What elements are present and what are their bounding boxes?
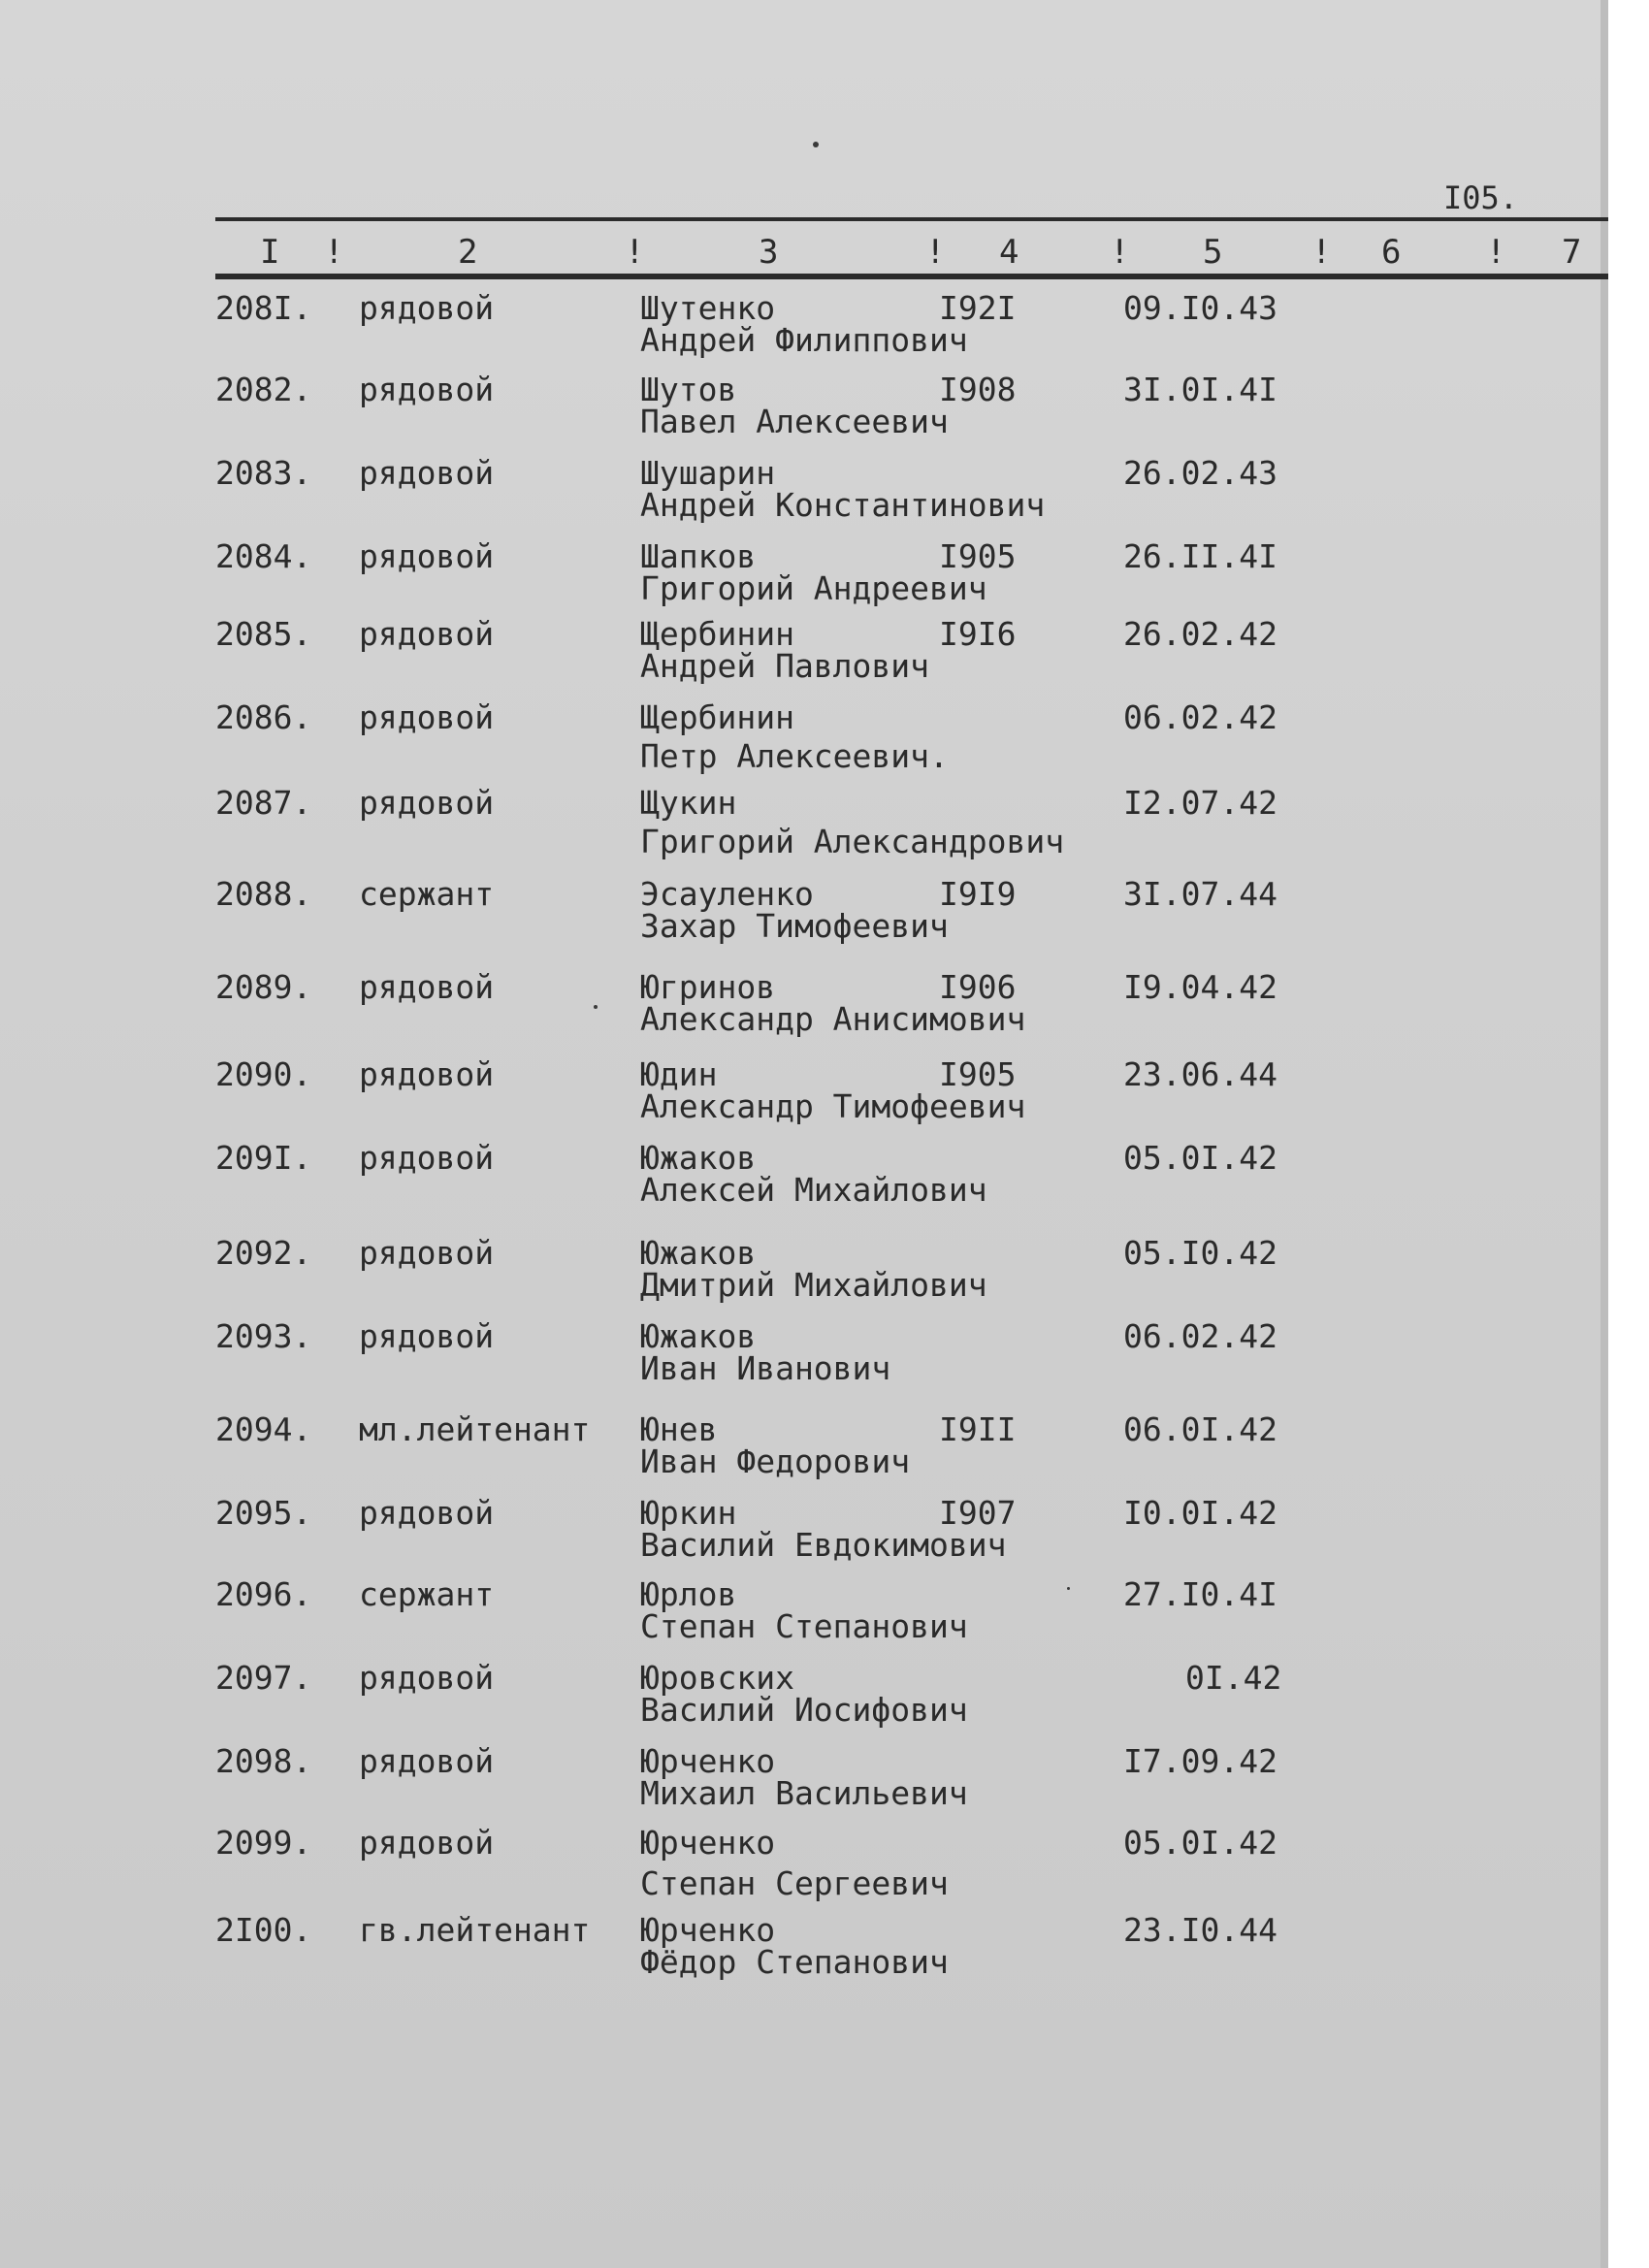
surname: Щербинин (640, 615, 794, 653)
roster-row (0, 698, 1608, 775)
row-number: 2099. (215, 1824, 312, 1862)
given-names: Степан Степанович (640, 1607, 968, 1645)
roster-row (0, 539, 1608, 611)
roster-row (0, 373, 1608, 444)
date: 06.02.42 (1123, 698, 1277, 736)
roster-row (0, 291, 1608, 363)
rank: рядовой (359, 1234, 495, 1272)
roster-row (0, 1319, 1608, 1391)
rank: рядовой (359, 1659, 495, 1697)
given-names: Алексей Михайлович (640, 1171, 987, 1209)
given-names: Александр Анисимович (640, 1000, 1026, 1038)
date: I0.0I.42 (1123, 1494, 1277, 1532)
surname: Юрлов (640, 1575, 737, 1613)
row-number: 2094. (215, 1410, 312, 1448)
roster-row (0, 456, 1608, 528)
rank: рядовой (359, 1055, 495, 1093)
given-names: Захар Тимофеевич (640, 907, 949, 945)
birth-year: I9II (939, 1410, 1017, 1448)
rank: сержант (359, 875, 495, 913)
row-number: 2084. (215, 537, 312, 575)
surname: Юрченко (640, 1742, 776, 1780)
surname: Южаков (640, 1317, 757, 1355)
roster-row (0, 1744, 1608, 1816)
birth-year: I905 (939, 1055, 1017, 1093)
surname: Эсауленко (640, 875, 814, 913)
date: 05.I0.42 (1123, 1234, 1277, 1272)
surname: Шапков (640, 537, 757, 575)
surname: Шутов (640, 371, 737, 408)
surname: Шушарин (640, 454, 776, 492)
given-names: Григорий Александрович (640, 823, 1065, 860)
given-names: Фёдор Степанович (640, 1943, 949, 1981)
surname: Юнев (640, 1410, 718, 1448)
given-names: Александр Тимофеевич (640, 1087, 1026, 1125)
surname: Южаков (640, 1139, 757, 1177)
rank: рядовой (359, 784, 495, 822)
surname: Юркин (640, 1494, 737, 1532)
row-number: 2089. (215, 968, 312, 1006)
rank: гв.лейтенант (359, 1911, 591, 1949)
surname: Югринов (640, 968, 776, 1006)
date: 05.0I.42 (1123, 1824, 1277, 1862)
roster-row (0, 970, 1608, 1042)
column-separator: ! (1486, 233, 1506, 272)
rank: рядовой (359, 289, 495, 327)
date: 27.I0.4I (1123, 1575, 1277, 1613)
roster-row (0, 1824, 1608, 1902)
date: 0I.42 (1185, 1659, 1282, 1697)
rank: рядовой (359, 1317, 495, 1355)
roster-row (0, 877, 1608, 949)
page-number: I05. (1443, 179, 1519, 216)
date: 06.0I.42 (1123, 1410, 1277, 1448)
row-number: 2083. (215, 454, 312, 492)
row-number: 2098. (215, 1742, 312, 1780)
roster-row (0, 1141, 1608, 1213)
roster-row (0, 786, 1608, 858)
given-names: Дмитрий Михайлович (640, 1266, 987, 1304)
rank: рядовой (359, 1139, 495, 1177)
row-number: 2088. (215, 875, 312, 913)
surname: Юрченко (640, 1911, 776, 1949)
row-number: 2097. (215, 1659, 312, 1697)
given-names: Степан Сергеевич (640, 1864, 949, 1902)
rank: рядовой (359, 454, 495, 492)
column-separator: ! (925, 233, 946, 272)
row-number: 2093. (215, 1317, 312, 1355)
date: 3I.07.44 (1123, 875, 1277, 913)
surname: Южаков (640, 1234, 757, 1272)
roster-row (0, 1412, 1608, 1484)
rank: мл.лейтенант (359, 1410, 591, 1448)
roster-row (0, 1661, 1608, 1733)
given-names: Иван Иванович (640, 1349, 891, 1387)
given-names: Михаил Васильевич (640, 1774, 968, 1812)
birth-year: I906 (939, 968, 1017, 1006)
surname: Юровских (640, 1659, 794, 1697)
birth-year: I9I6 (939, 615, 1017, 653)
rank: рядовой (359, 968, 495, 1006)
date: 23.06.44 (1123, 1055, 1277, 1093)
given-names: Василий Евдокимович (640, 1526, 1007, 1564)
rank: рядовой (359, 1742, 495, 1780)
column-separator: ! (1110, 233, 1130, 272)
date: I2.07.42 (1123, 784, 1277, 822)
birth-year: I9I9 (939, 875, 1017, 913)
given-names: Андрей Филиппович (640, 321, 968, 359)
row-number: 209I. (215, 1139, 312, 1177)
rank: сержант (359, 1575, 495, 1613)
given-names: Василий Иосифович (640, 1691, 968, 1729)
row-number: 2096. (215, 1575, 312, 1613)
date: I9.04.42 (1123, 968, 1277, 1006)
date: I7.09.42 (1123, 1742, 1277, 1780)
column-header-6: 6 (1381, 233, 1402, 272)
roster-row (0, 1913, 1608, 1985)
given-names: Петр Алексеевич. (640, 737, 949, 775)
date: 26.02.43 (1123, 454, 1277, 492)
roster-row (0, 1577, 1608, 1649)
row-number: 2092. (215, 1234, 312, 1272)
roster-row (0, 1057, 1608, 1129)
row-number: 208I. (215, 289, 312, 327)
column-separator: ! (625, 233, 645, 272)
date: 05.0I.42 (1123, 1139, 1277, 1177)
date: 09.I0.43 (1123, 289, 1277, 327)
birth-year: I905 (939, 537, 1017, 575)
rank: рядовой (359, 1494, 495, 1532)
given-names: Иван Федорович (640, 1442, 911, 1480)
rank: рядовой (359, 371, 495, 408)
date: 23.I0.44 (1123, 1911, 1277, 1949)
column-header-1: I (260, 233, 280, 272)
column-header-7: 7 (1562, 233, 1582, 272)
row-number: 2086. (215, 698, 312, 736)
birth-year: I907 (939, 1494, 1017, 1532)
column-separator: ! (324, 233, 344, 272)
date: 26.02.42 (1123, 615, 1277, 653)
roster-row (0, 1236, 1608, 1308)
surname: Щербинин (640, 698, 794, 736)
given-names: Андрей Константинович (640, 486, 1046, 524)
date: 06.02.42 (1123, 1317, 1277, 1355)
surname: Шутенко (640, 289, 776, 327)
given-names: Павел Алексеевич (640, 403, 949, 440)
row-number: 2090. (215, 1055, 312, 1093)
column-header-2: 2 (458, 233, 478, 272)
rank: рядовой (359, 615, 495, 653)
row-number: 2082. (215, 371, 312, 408)
given-names: Григорий Андреевич (640, 569, 987, 607)
surname: Юдин (640, 1055, 718, 1093)
date: 3I.0I.4I (1123, 371, 1277, 408)
rank: рядовой (359, 537, 495, 575)
column-header-4: 4 (999, 233, 1019, 272)
given-names: Андрей Павлович (640, 647, 930, 685)
row-number: 2I00. (215, 1911, 312, 1949)
rank: рядовой (359, 1824, 495, 1862)
birth-year: I908 (939, 371, 1017, 408)
row-number: 2087. (215, 784, 312, 822)
date: 26.II.4I (1123, 537, 1277, 575)
birth-year: I92I (939, 289, 1017, 327)
column-header-3: 3 (759, 233, 779, 272)
row-number: 2085. (215, 615, 312, 653)
roster-row (0, 617, 1608, 689)
surname: Юрченко (640, 1824, 776, 1862)
column-header-5: 5 (1203, 233, 1223, 272)
surname: Щукин (640, 784, 737, 822)
rank: рядовой (359, 698, 495, 736)
roster-row (0, 1496, 1608, 1568)
column-separator: ! (1311, 233, 1332, 272)
row-number: 2095. (215, 1494, 312, 1532)
